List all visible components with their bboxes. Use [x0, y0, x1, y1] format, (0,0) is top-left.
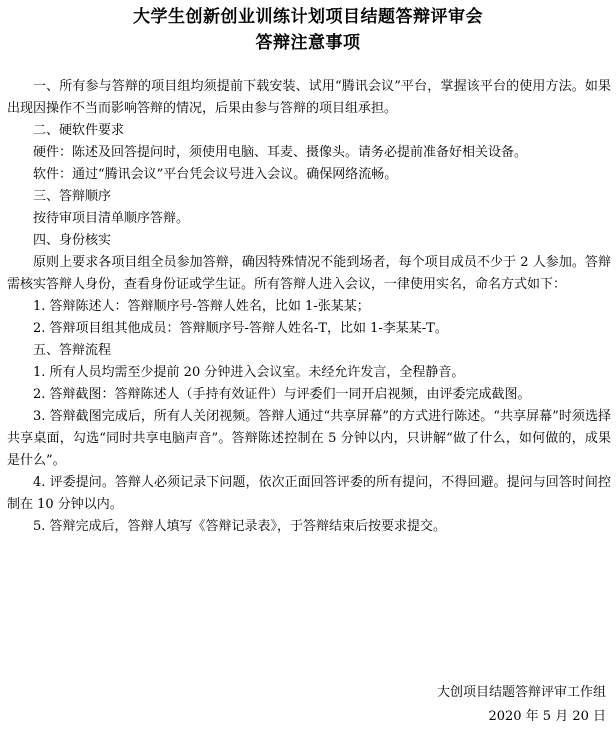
signature-organization: 大创项目结题答辩评审工作组: [436, 685, 606, 700]
list-item-process-4: 4. 评委提问。答辩人必须记录下问题，依次正面回答评委的所有提问，不得回避。提问与回答时间控制在 10 分钟以内。: [7, 475, 611, 512]
document-title: 大学生创新创业训练计划项目结题答辩评审会: [133, 7, 483, 27]
list-item-naming-presenter: 1. 答辩陈述人：答辩顺序号-答辩人姓名，比如 1-张某某；: [33, 299, 370, 314]
section-heading-hardware-software: 二、硬软件要求: [33, 123, 125, 138]
list-item-process-3: 3. 答辩截图完成后，所有人关闭视频。答辩人通过“共享屏幕”的方式进行陈述。“共享屏幕”时须选择共享桌面，勾选“同时共享电脑声音”。答辩陈述控制在 5 分钟以内，只讲解“做了什么，如何做的，成果是什么”。: [7, 409, 611, 468]
list-item-process-5: 5. 答辩完成后，答辩人填写《答辩记录表》，于答辩结束后按要求提交。: [33, 519, 447, 534]
section-heading-process: 五、答辩流程: [33, 343, 112, 358]
list-item-process-2: 2. 答辩截图：答辩陈述人（手持有效证件）与评委们一同开启视频，由评委完成截图。: [33, 387, 531, 402]
paragraph-order: 按待审项目清单顺序答辩。: [33, 211, 190, 226]
paragraph-identity: 原则上要求各项目组全员参加答辩，确因特殊情况不能到场者，每个项目成员不少于 2 人参加。答辩需核实答辩人身份，查看身份证或学生证。所有答辩人进入会议，一律使用实名，命名方式如下：: [7, 255, 611, 292]
document-body: [7, 76, 611, 538]
paragraph-platform-requirement: 一、所有参与答辩的项目组均须提前下载安装、试用“腾讯会议”平台，掌握该平台的使用方法。如果出现因操作不当而影响答辩的情况，后果由参与答辩的项目组承担。: [7, 79, 611, 116]
list-item-naming-member: 2. 答辩项目组其他成员：答辩顺序号-答辩人姓名-T，比如 1-李某某-T。: [33, 321, 448, 336]
document-subtitle: 答辩注意事项: [255, 33, 361, 53]
section-heading-order: 三、答辩顺序: [33, 189, 112, 204]
list-item-process-1: 1. 所有人员均需至少提前 20 分钟进入会议室。未经允许发言，全程静音。: [33, 365, 465, 380]
paragraph-software: 软件：通过“腾讯会议”平台凭会议号进入会议。确保网络流畅。: [33, 167, 398, 182]
paragraph-hardware: 硬件：陈述及回答提问时，须使用电脑、耳麦、摄像头。请务必提前准备好相关设备。: [33, 145, 528, 160]
section-heading-identity: 四、身份核实: [33, 233, 112, 248]
signature-date: 2020 年 5 月 20 日: [488, 709, 606, 724]
